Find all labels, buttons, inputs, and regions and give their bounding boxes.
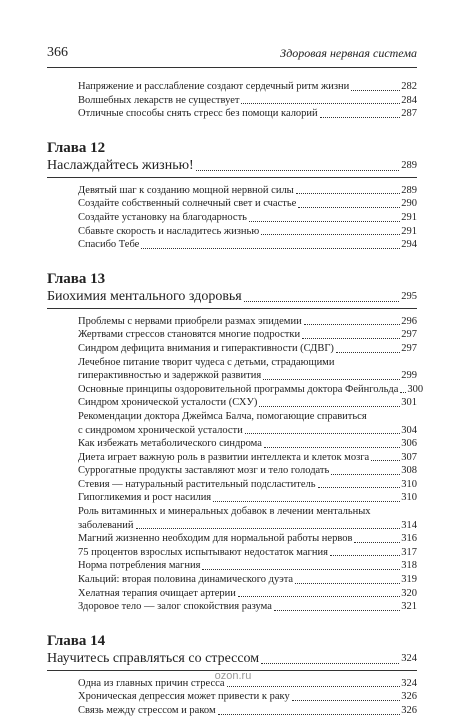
toc-entry (47, 342, 417, 356)
dot-leader (227, 686, 401, 687)
toc-entry (47, 410, 417, 437)
entry-page: 289 (401, 184, 417, 196)
entry-title: Кальций: вторая половина динамического дуэта (78, 574, 294, 586)
running-title: Здоровая нервная система (280, 46, 417, 60)
entry-page: 324 (401, 677, 417, 689)
entry-title: Жертвами стрессов становятся многие подростки (78, 329, 301, 341)
entry-title: Диета играет важную роль в развитии интеллекта и клеток мозга (78, 451, 370, 463)
entry-title: Проблемы с нервами приобрели размах эпидемии (78, 315, 302, 327)
entry-title: Отличные способы снять стресс без помощи калорий (78, 108, 318, 120)
entry-page: 284 (401, 94, 417, 106)
entry-page: 307 (401, 451, 417, 463)
chapters (47, 139, 424, 718)
entry-title: Синдром дефицита внимания и гиперактивности (СДВГ) (78, 342, 334, 354)
entry-page: 319 (401, 574, 417, 586)
entry-page: 290 (401, 198, 417, 210)
dot-leader (318, 487, 401, 488)
entry-page: 296 (401, 315, 417, 327)
toc-entry (47, 184, 417, 198)
chapter-page: 295 (401, 290, 417, 302)
intro-entries (47, 80, 417, 121)
entry-title: Волшебных лекарств не существует (78, 94, 240, 106)
entry-page: 282 (401, 81, 417, 92)
entry-page: 294 (401, 239, 417, 251)
toc-entry (47, 238, 417, 252)
chapter-label: Глава 14 (47, 632, 106, 649)
toc-entry (47, 532, 417, 546)
entry-page: 297 (401, 342, 417, 354)
chapter-section (47, 270, 424, 614)
toc-entry (47, 690, 417, 704)
toc-entry (47, 356, 417, 383)
entry-title-line2-row (78, 424, 417, 438)
chapter-title-row (47, 288, 417, 309)
toc-entry (47, 600, 417, 614)
entry-page: 326 (401, 705, 417, 716)
entry-page: 326 (401, 691, 417, 703)
entry-title: Девятый шаг к созданию мощной нервной силы (78, 184, 294, 196)
dot-leader (196, 170, 400, 171)
dot-leader (354, 542, 400, 543)
entry-title: гиперактивностью и задержкой развития (78, 370, 262, 382)
dot-leader (249, 221, 400, 222)
chapter-title-row (47, 650, 417, 671)
page-number: 366 (47, 45, 68, 60)
dot-leader (400, 392, 406, 393)
dot-leader (259, 406, 400, 407)
entry-page: 318 (401, 560, 417, 572)
entry-title: Создайте установку на благодарность (78, 211, 247, 223)
chapter-title: Биохимия ментального здоровья (47, 288, 242, 304)
dot-leader (295, 583, 400, 584)
dot-leader (238, 596, 400, 597)
entry-page: 291 (401, 225, 417, 237)
entry-title: 75 процентов взрослых испытывают недостаток магния (78, 546, 328, 558)
toc-entry (47, 451, 417, 465)
entry-title-line1: Рекомендации доктора Джеймса Балча, помогающие справиться (78, 410, 367, 422)
entry-title: Синдром хронической усталости (СХУ) (78, 397, 258, 409)
entry-title: Основные принципы оздоровительной программы доктора Фейнгольда (78, 383, 399, 395)
dot-leader (302, 338, 400, 339)
toc-entry (47, 491, 417, 505)
entry-page: 314 (401, 519, 417, 531)
entry-page: 306 (401, 438, 417, 450)
dot-leader (245, 433, 401, 434)
entry-title: Хелатная терапия очищает артерии (78, 587, 236, 599)
toc-entry (47, 383, 424, 397)
toc-entry (47, 573, 417, 587)
entry-page: 308 (401, 465, 417, 477)
dot-leader (202, 569, 400, 570)
entry-title: Хроническая депрессия может привести к раку (78, 691, 290, 703)
dot-leader (292, 700, 401, 701)
toc-entry (47, 704, 417, 718)
entry-title: заболеваний (78, 519, 134, 531)
toc-entry (47, 328, 417, 342)
dot-leader (304, 324, 401, 325)
watermark: ozon.ru (214, 670, 252, 682)
dot-leader (141, 248, 400, 249)
entry-page: 320 (401, 587, 417, 599)
dot-leader (264, 447, 400, 448)
entry-page: 310 (401, 492, 417, 504)
dot-leader (213, 501, 400, 502)
toc-entry (47, 315, 417, 329)
entry-title: Магний жизненно необходим для нормальной работы нервов (78, 533, 353, 545)
entry-page: 317 (401, 546, 417, 558)
chapter-title: Научитесь справляться со стрессом (47, 650, 260, 666)
chapter-title-row (47, 157, 417, 178)
toc-entry (47, 546, 417, 560)
entry-title: Как избежать метаболического синдрома (78, 438, 262, 450)
entry-title: Норма потребления магния (78, 560, 201, 572)
toc-entry (47, 225, 417, 239)
entry-title: Связь между стрессом и раком (78, 705, 216, 716)
dot-leader (136, 528, 401, 529)
chapter-title: Наслаждайтесь жизнью! (47, 157, 194, 173)
toc-entry (47, 587, 417, 601)
dot-leader (331, 474, 400, 475)
entry-title: Здоровое тело — залог спокойствия разума (78, 601, 272, 613)
toc-entry (47, 559, 417, 573)
toc-entry (47, 464, 417, 478)
dot-leader (261, 234, 400, 235)
dot-leader (274, 610, 400, 611)
entry-page: 316 (401, 533, 417, 545)
entry-title-line2-row (78, 369, 417, 383)
toc-entry (47, 94, 417, 108)
entry-title-line1: Роль витаминных и минеральных добавок в лечении ментальных (78, 506, 371, 518)
entry-title: Сбавьте скорость и насладитесь жизнью (78, 225, 260, 237)
entry-title: Напряжение и расслабление создают сердечный ритм жизни (78, 81, 350, 92)
entry-page: 297 (401, 329, 417, 341)
toc-entry (47, 211, 417, 225)
chapter-label: Глава 12 (47, 139, 106, 156)
dot-leader (263, 379, 400, 380)
entry-title: Спасибо Тебе (78, 239, 140, 251)
dot-leader (296, 193, 401, 194)
entry-page: 291 (401, 211, 417, 223)
page-header (47, 45, 417, 67)
dot-leader (298, 207, 400, 208)
header-rule (47, 67, 417, 68)
entry-page: 310 (401, 478, 417, 490)
chapter-page: 324 (401, 652, 417, 664)
dot-leader (330, 555, 400, 556)
entry-page: 304 (401, 424, 417, 436)
entry-page: 299 (401, 370, 417, 382)
toc-entry (47, 197, 417, 211)
entry-title-line1: Лечебное питание творит чудеса с детьми, страдающими (78, 356, 335, 368)
entry-title: Стевия — натуральный растительный подсластитель (78, 478, 316, 490)
entry-page: 321 (401, 601, 417, 613)
dot-leader (261, 663, 399, 664)
entry-title: Гипогликемия и рост насилия (78, 492, 212, 504)
dot-leader (336, 352, 400, 353)
toc-entry (47, 478, 417, 492)
entry-title: Суррогатные продукты заставляют мозг и тело голодать (78, 465, 330, 477)
dot-leader (351, 90, 400, 91)
dot-leader (241, 103, 400, 104)
table-of-contents (47, 80, 424, 718)
toc-entry (47, 80, 417, 94)
dot-leader (371, 460, 400, 461)
toc-entry (47, 107, 417, 121)
entry-title: с синдромом хронической усталости (78, 424, 243, 436)
toc-entry (47, 505, 417, 532)
dot-leader (320, 117, 401, 118)
entry-title: Одна из главных причин стресса (78, 677, 225, 689)
chapter-page: 289 (401, 159, 417, 171)
entry-page: 300 (407, 383, 424, 395)
entry-title-line2-row (78, 519, 417, 533)
chapter-section (47, 139, 417, 252)
entry-page: 287 (401, 108, 417, 120)
dot-leader (218, 714, 401, 715)
toc-entry (47, 396, 417, 410)
entry-page: 301 (401, 397, 417, 409)
toc-entry (47, 437, 417, 451)
dot-leader (244, 301, 400, 302)
entry-title: Создайте собственный солнечный свет и счастье (78, 198, 297, 210)
chapter-label: Глава 13 (47, 270, 106, 287)
